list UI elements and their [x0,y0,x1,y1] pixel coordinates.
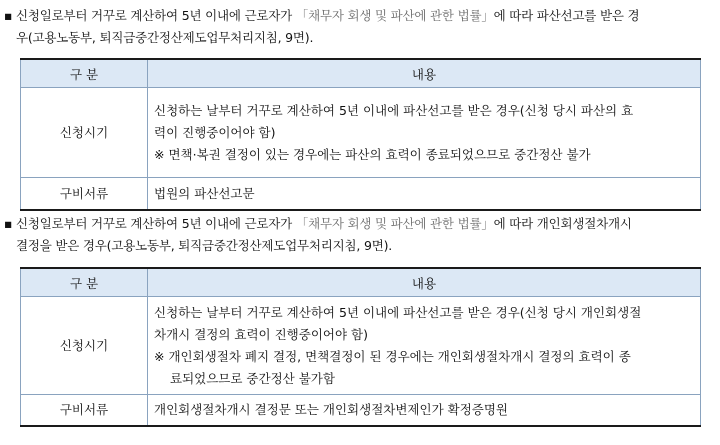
row-label-application-period: 신청시기 [21,297,148,395]
section2-law-name: 「채무자 회생 및 파산에 관한 법률」 [295,216,494,231]
section2-paragraph [4,213,714,257]
section2-line2: 결정을 받은 경우(고용노동부, 퇴직금중간정산제도업무처리지침, 9면). [16,238,393,253]
table-header-row [21,268,701,297]
section1-line2: 우(고용노동부, 퇴직금중간정산제도업무처리지침, 9면). [16,30,314,45]
table-bankruptcy [20,58,701,211]
table-row [21,395,701,427]
note-line: ※ 개인회생절차 폐지 결정, 면책결정이 된 경우에는 개인회생절차개시 결정의 효력이 종 [154,348,631,364]
section1-law-name: 「채무자 회생 및 파산에 관한 법률」 [295,8,494,23]
content-line: 차개시 결정의 효력이 진행중이어야 함) [154,326,368,342]
table-row [21,178,701,211]
row-content-application-period [148,88,701,178]
note-line-cont: 료되었으므로 중간정산 불가함 [170,370,335,386]
content-line: 력이 진행중이어야 함) [154,124,276,140]
section1-paragraph [4,5,714,49]
note-line: ※ 면책·복권 결정이 있는 경우에는 파산의 효력이 종료되었으므로 중간정산 불가 [154,146,591,162]
row-content-application-period [148,297,701,395]
table-rehabilitation [20,267,701,427]
section1-text: 신청일로부터 거꾸로 계산하여 5년 이내에 근로자가 [16,8,296,23]
header-content: 내용 [148,268,701,297]
bullet-icon: ▪ [4,8,13,23]
section2-text-after: 에 따라 개인회생절차개시 [493,216,632,231]
content-line: 신청하는 날부터 거꾸로 계산하여 5년 이내에 파산선고를 받은 경우(신청 당시 개인회생절 [154,304,642,320]
header-category: 구 분 [21,59,148,88]
table-header-row [21,59,701,88]
row-content-documents: 법원의 파산선고문 [148,178,701,211]
bullet-icon: ▪ [4,216,13,231]
header-content: 내용 [148,59,701,88]
row-label-documents: 구비서류 [21,178,148,211]
section1-text-after: 에 따라 파산선고를 받은 경 [493,8,640,23]
section2-text: 신청일로부터 거꾸로 계산하여 5년 이내에 근로자가 [16,216,296,231]
row-content-documents: 개인회생절차개시 결정문 또는 개인회생절차변제인가 확정증명원 [148,395,701,427]
header-category: 구 분 [21,268,148,297]
table-row [21,88,701,178]
row-label-application-period: 신청시기 [21,88,148,178]
table-row [21,297,701,395]
row-label-documents: 구비서류 [21,395,148,427]
content-line: 신청하는 날부터 거꾸로 계산하여 5년 이내에 파산선고를 받은 경우(신청 당시 파산의 효 [154,102,634,118]
